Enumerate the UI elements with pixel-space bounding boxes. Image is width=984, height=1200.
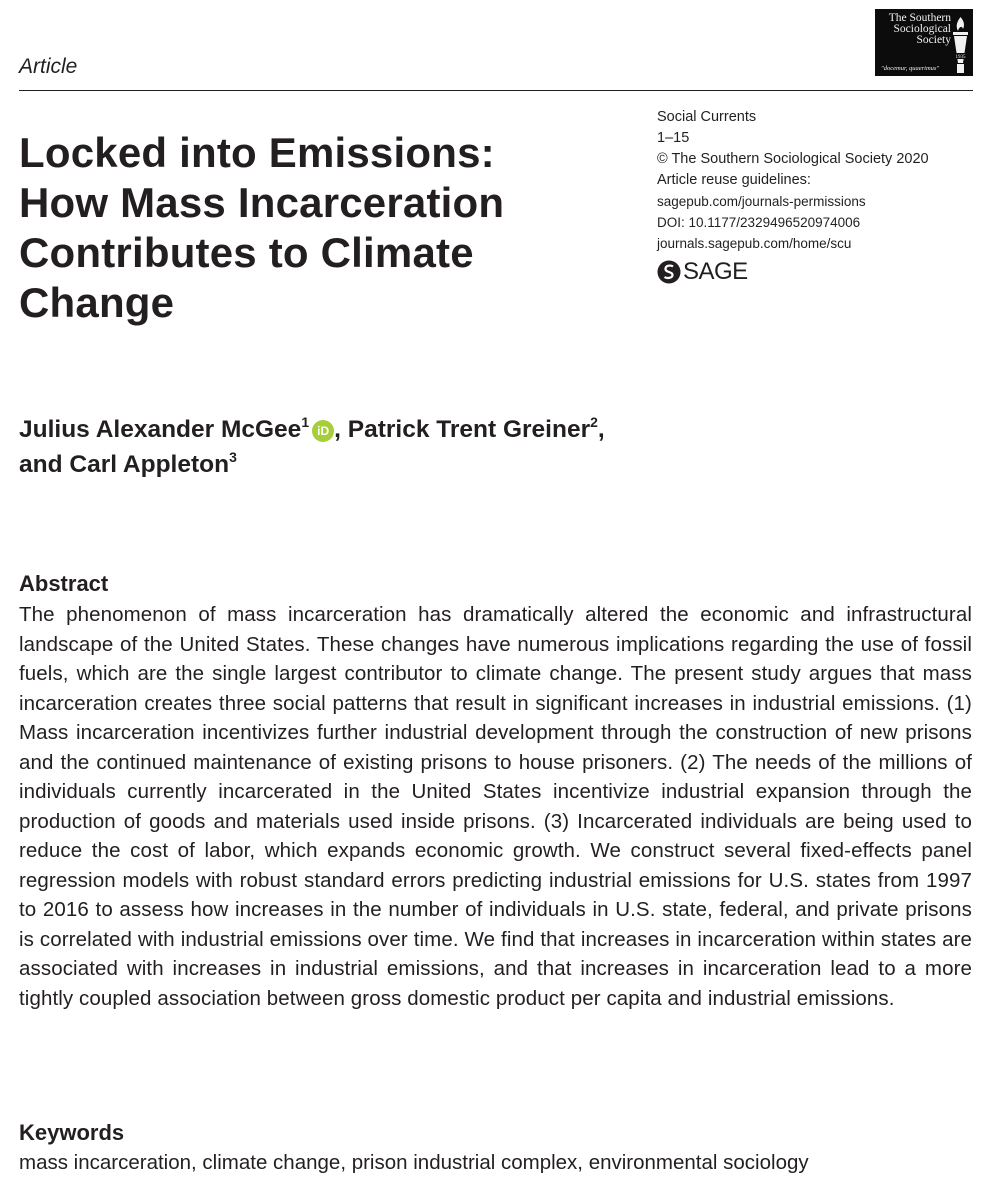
article-title: Locked into Emissions: How Mass Incarceration Contributes to Climate Change	[19, 129, 505, 326]
author-separator: ,	[334, 416, 348, 443]
keywords-list: mass incarceration, climate change, prison industrial complex, environmental sociology	[19, 1151, 809, 1174]
abstract-heading: Abstract	[19, 571, 109, 596]
society-motto: "docemur, quaerimus"	[881, 65, 940, 72]
journal-home-link[interactable]: journals.sagepub.com/home/scu	[657, 236, 852, 251]
copyright-notice: © The Southern Sociological Society 2020	[657, 151, 929, 167]
keywords-heading: Keywords	[19, 1120, 125, 1145]
society-year: 1935	[955, 55, 966, 60]
torch-icon	[952, 15, 969, 75]
author-conjunction: and	[19, 451, 70, 478]
journal-name: Social Currents	[657, 109, 757, 125]
reuse-guidelines-link[interactable]: sagepub.com/journals-permissions	[657, 194, 866, 209]
publisher-name: SAGE	[683, 258, 748, 285]
author-name: Carl Appleton	[69, 451, 230, 478]
article-type-label: Article	[19, 55, 78, 78]
affiliation-marker: 3	[229, 449, 237, 465]
publisher-logo	[657, 259, 748, 285]
author-name: Julius Alexander McGee	[19, 416, 302, 443]
page-range: 1–15	[657, 130, 690, 146]
author-name: Patrick Trent Greiner	[347, 416, 591, 443]
header-divider	[19, 90, 973, 91]
sage-mark-icon	[657, 260, 681, 284]
doi[interactable]: DOI: 10.1177/2329496520974006	[657, 215, 861, 230]
orcid-icon[interactable]: iD	[312, 420, 334, 442]
affiliation-marker: 1	[301, 414, 310, 430]
abstract-body: The phenomenon of mass incarceration has dramatically altered the economic and infrastructural landscape of the United States. These changes have numerous implications regarding the use of fossil fuels, which are the single largest contributor to climate change. The present study argues that mass incarceration creates three social patterns that result in significant increases in industrial emissions. (1) Mass incarceration incentivizes further industrial development through the construction of new prisons and the continued maintenance of existing prisons to house prisoners. (2) The needs of the millions of individuals currently incarcerated in the United States incentivize industrial expansion through the production of goods and materials used inside prisons. (3) Incarcerated individuals are being used to reduce the cost of labor, which expands economic growth. We construct several fixed-effects panel regression models with robust standard errors predicting industrial emissions for U.S. states from 1997 to 2016 to assess how increases in the number of individuals in U.S. state, federal, and private prisons is correlated with industrial emissions over time. We find that increases in incarceration within states are associated with increases in industrial emissions, and that increases in incarceration lead to a more tightly coupled association between gross domestic product per capita and industrial emissions.	[19, 603, 972, 1010]
society-name: The Southern Sociological Society	[888, 12, 951, 46]
society-logo	[875, 9, 973, 76]
affiliation-marker: 2	[590, 414, 598, 430]
reuse-guidelines-label: Article reuse guidelines:	[657, 172, 811, 188]
journal-metadata	[657, 107, 929, 254]
author-list: Julius Alexander McGee$^1$iD , Patrick Trent Greiner$^2$, and Carl Appleton$^3$	[19, 414, 605, 478]
